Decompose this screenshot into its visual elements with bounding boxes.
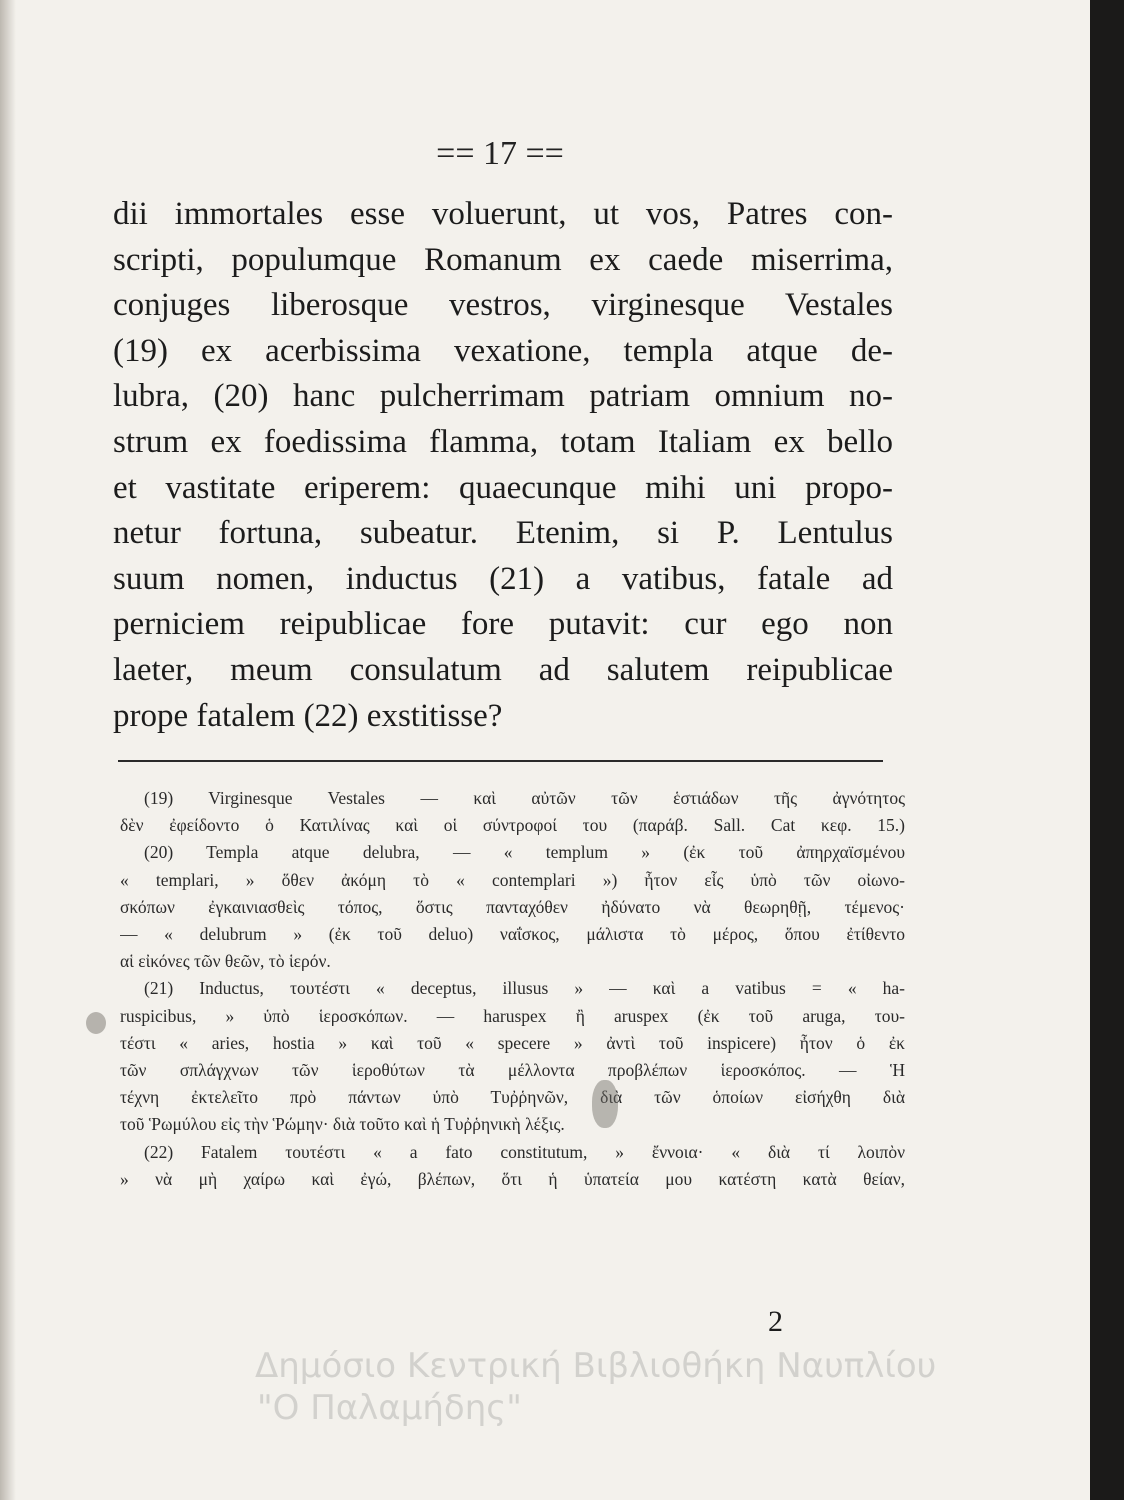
text-line: laeter, meum consulatum ad salutem reipublicae	[113, 651, 893, 688]
footnote-line: — « delubrum » (ἐκ τοῦ deluo) ναΐσκος, μάλιστα τὸ μέρος, ὅπου ἐτίθεντο	[120, 924, 905, 945]
page-number: == 17 ==	[436, 135, 564, 172]
text-line: scripti, populumque Romanum ex caede miserrima,	[113, 241, 893, 278]
footnote-divider	[118, 760, 883, 762]
footnote-line: ruspicibus, » ὑπὸ ἱεροσκόπων. — haruspex ἢ aruspex (ἐκ τοῦ aruga, του-	[120, 1005, 905, 1026]
footnote-line: « templari, » ὅθεν ἀκόμη τὸ « contemplari ») ἦτον εἷς ὑπὸ τῶν οἰωνο-	[120, 869, 905, 890]
watermark-line: Δημόσιο Κεντρική Βιβλιοθήκη Ναυπλίου	[255, 1346, 937, 1386]
footnote-line: » νὰ μὴ χαίρω καὶ ἐγώ, βλέπων, ὅτι ἡ ὑπατεία μου κατέστη κατὰ θείαν,	[120, 1168, 905, 1189]
text-line: et vastitate eriperem: quaecunque mihi uni propo-	[113, 469, 893, 506]
footnote-line: τέστι « aries, hostia » καὶ τοῦ « specere » ἀντὶ τοῦ inspicere) ἦτον ὁ ἐκ	[120, 1032, 905, 1053]
footnote-line: τέχνη ἐκτελεῖτο πρὸ πάντων ὑπὸ Τυῤῥηνῶν, διὰ τῶν ὁποίων εἰσήχθη διὰ	[120, 1087, 905, 1108]
footnote-line: τῶν σπλάγχνων τῶν ἱεροθύτων τὰ μέλλοντα προβλέπων ἱεροσκόπος. — Ἡ	[120, 1060, 905, 1081]
text-line: (19) ex acerbissima vexatione, templa atque de-	[113, 332, 893, 369]
footnote-20	[120, 839, 905, 975]
scan-edge	[1090, 0, 1124, 1500]
footnote-line: (22) Fatalem τουτέστι « a fato constitutum, » ἔννοια· « διὰ τί λοιπὸν	[144, 1141, 905, 1162]
footnote-line: δὲν ἐφείδοντο ὁ Κατιλίνας καὶ οἱ σύντροφοί του (παράβ. Sall. Cat κεφ. 15.)	[120, 815, 905, 836]
ink-smudge	[592, 1080, 618, 1128]
footnote-line: (19) Virginesque Vestales — καὶ αὐτῶν τῶν ἑστιάδων τῆς ἀγνότητος	[144, 788, 905, 808]
footnote-line: (21) Inductus, τουτέστι « deceptus, illusus » — καὶ a vatibus = « ha-	[144, 978, 905, 999]
paper-stain	[86, 1012, 106, 1034]
footnote-19	[120, 785, 905, 839]
footnote-21	[120, 975, 905, 1138]
watermark-line: "Ο Παλαμήδης"	[257, 1388, 522, 1428]
library-watermark	[255, 1345, 1085, 1429]
text-line: conjuges liberosque vestros, virginesque Vestales	[113, 287, 893, 324]
footnote-line: (20) Templa atque delubra, — « templum » (ἐκ τοῦ ἀπηρχαϊσμένου	[144, 842, 905, 863]
text-line: prope fatalem (22) exstitisse?	[113, 697, 503, 734]
footnotes	[120, 785, 905, 1193]
signature-mark: 2	[768, 1305, 783, 1338]
binding-shadow	[0, 0, 16, 1500]
footnote-line: τοῦ Ῥωμύλου εἰς τὴν Ῥώμην· διὰ τοῦτο καὶ ἡ Τυῤῥηνικὴ λέξις.	[120, 1114, 565, 1135]
text-line: strum ex foedissima flamma, totam Italiam ex bello	[113, 423, 893, 460]
text-line: perniciem reipublicae fore putavit: cur ego non	[113, 606, 893, 643]
footnote-line: σκόπων ἐγκαινιασθεὶς τόπος, ὅστις πανταχόθεν ἠδύνατο νὰ θεωρηθῇ, τέμενος·	[120, 896, 905, 917]
text-line: lubra, (20) hanc pulcherrimam patriam omnium no-	[113, 378, 893, 415]
text-line: netur fortuna, subeatur. Etenim, si P. Lentulus	[113, 515, 893, 552]
text-line: dii immortales esse voluerunt, ut vos, Patres con-	[113, 196, 893, 232]
footnote-22	[120, 1139, 905, 1193]
main-text	[113, 192, 893, 739]
text-line: suum nomen, inductus (21) a vatibus, fatale ad	[113, 560, 893, 597]
footnote-line: αἱ εἰκόνες τῶν θεῶν, τὸ ἱερόν.	[120, 951, 331, 972]
